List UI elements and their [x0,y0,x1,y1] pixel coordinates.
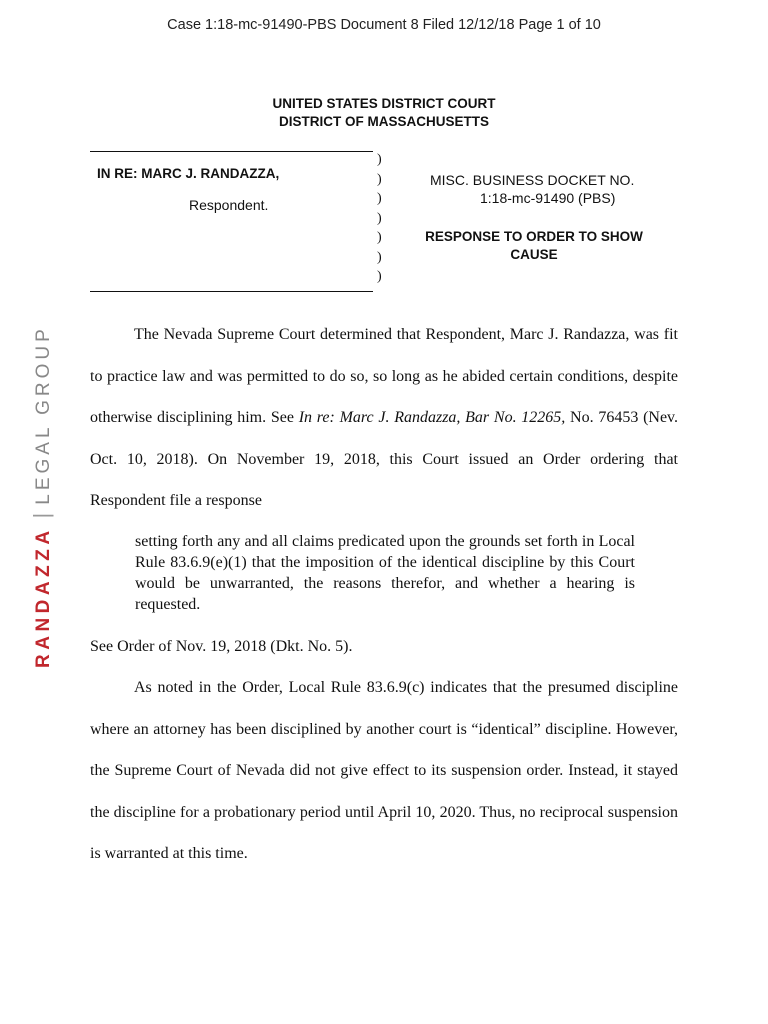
title-line-1: RESPONSE TO ORDER TO SHOW [425,229,643,244]
caption-parentheses [377,150,382,287]
case-citation: In re: Marc J. Randazza, Bar No. 12265, [298,409,566,426]
respondent-label: Respondent. [189,197,269,213]
see-order-line: See Order of Nov. 19, 2018 (Dkt. No. 5). [90,638,353,655]
in-re-label: IN RE: MARC J. RANDAZZA, [97,166,280,181]
paren: ) [377,152,382,167]
document-title [418,228,650,264]
paragraph-1 [90,314,678,522]
docket-label: MISC. BUSINESS DOCKET NO. [430,172,635,188]
logo-separator: | [29,512,54,519]
block-quote: setting forth any and all claims predicated upon the grounds set forth in Local Rule 83.6.9(e)(1) that the imposition of the identical discipline by this Court would be unwarranted, the reasons therefor, and whether a hearing is requested. [135,533,635,613]
court-line-2: DISTRICT OF MASSACHUSETTS [278,114,489,129]
paren: ) [377,249,382,265]
court-name [0,95,768,131]
firm-subtitle: LEGAL GROUP [33,325,54,505]
docket-block [430,171,634,207]
firm-sidebar-logo [29,325,55,668]
title-line-2: CAUSE [510,247,558,262]
paren: ) [377,210,382,226]
docket-number: 1:18-mc-91490 (PBS) [480,190,616,206]
court-line-1: UNITED STATES DISTRICT COURT [272,96,496,111]
paren: ) [377,269,382,284]
caption-in-re [97,166,279,181]
case-header: Case 1:18-mc-91490-PBS Document 8 Filed 12/12/18 Page 1 of 10 [167,17,601,33]
firm-name: RANDAZZA [33,526,54,668]
paren: ) [377,191,382,206]
paren: ) [377,230,382,245]
caption-top-rule [90,151,373,152]
paragraph-1-text-b: No. 76453 (Nev. Oct. 10, 2018). On November 19, 2018, this Court issued an Order ordering that Respondent file a response [90,409,679,509]
paren: ) [377,171,382,187]
paragraph-1-text-a: The Nevada Supreme Court determined that Respondent, Marc J. Randazza, was fit to practice law and was permitted to do so, so long as he abided certain conditions, despite otherwise disciplining him. See [90,326,678,426]
caption-bottom-rule [90,291,373,292]
paragraph-2: As noted in the Order, Local Rule 83.6.9(c) indicates that the presumed discipline where an attorney has been disciplined by another court is “identical” discipline. However, the Supreme Court of Nevada did not give effect to its suspension order. Instead, it stayed the discipline for a probationary period until April 10, 2020. Thus, no reciprocal suspension is warranted at this time. [90,679,678,862]
